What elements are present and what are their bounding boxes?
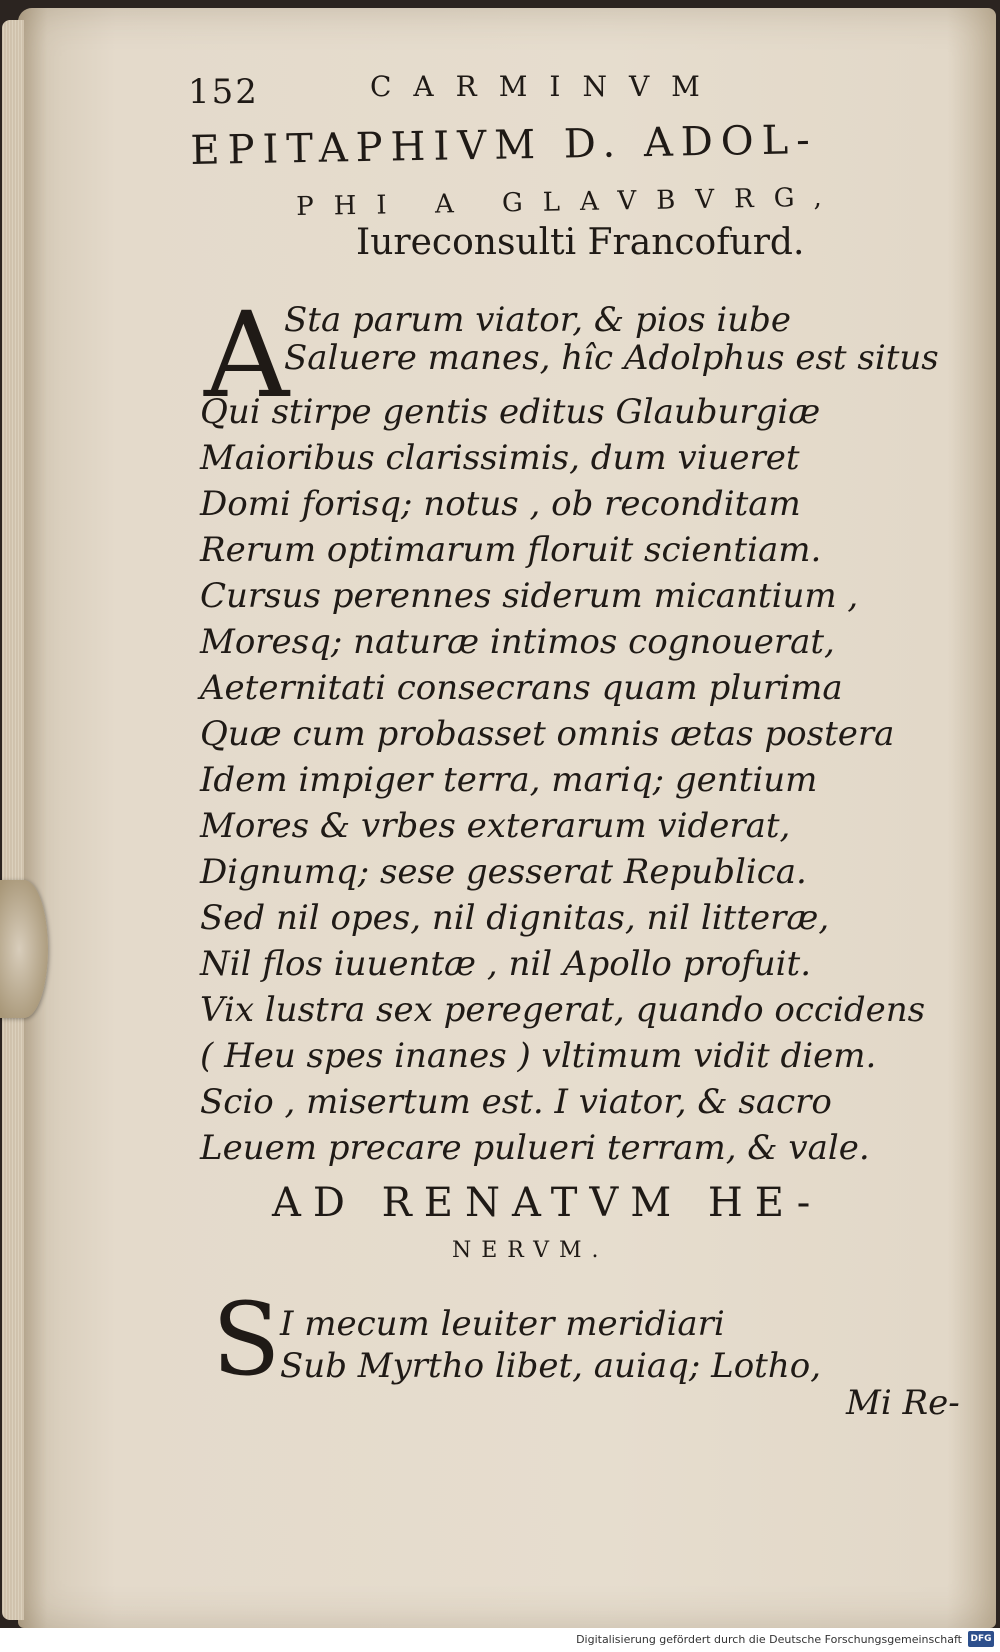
page-number: 152: [188, 72, 259, 112]
poem1-drop-initial: A: [204, 286, 290, 424]
page-edges: [2, 20, 24, 1620]
poem1-verse-4: Maioribus clarissimis, dum viueret: [200, 438, 800, 478]
poem1-verse-7: Cursus perennes siderum micantium ,: [200, 576, 859, 616]
poem1-verse-18: Scio , misertum est. I viator, & sacro: [200, 1082, 832, 1122]
poem1-verse-9: Aeternitati consecrans quam plurima: [200, 668, 843, 708]
poem1-title-line2: PHI A GLAVBVRG,: [296, 182, 843, 222]
poem1-verse-13: Dignumq; sese gesserat Republica.: [200, 852, 807, 892]
poem2-title-line1: AD RENATVM HE-: [272, 1180, 823, 1226]
funding-credit: Digitalisierung gefördert durch die Deutsche Forschungsgemeinschaft: [576, 1633, 962, 1646]
poem1-verse-10: Quæ cum probasset omnis ætas postera: [200, 714, 895, 754]
poem1-verse-14: Sed nil opes, nil dignitas, nil litteræ,: [200, 898, 830, 938]
poem1-verse-6: Rerum optimarum floruit scientiam.: [200, 530, 822, 570]
poem1-verse-5: Domi forisq; notus , ob reconditam: [200, 484, 801, 524]
dfg-logo: DFG: [968, 1631, 994, 1647]
poem1-verse-2: Saluere manes, hîc Adolphus est situs: [284, 338, 939, 378]
poem1-verse-16: Vix lustra sex peregerat, quando occidens: [200, 990, 926, 1030]
poem1-verse-3: Qui stirpe gentis editus Glauburgiæ: [200, 392, 821, 432]
poem1-verse-19: Leuem precare pulueri terram, & vale.: [200, 1128, 870, 1168]
poem1-verse-1: Sta parum viator, & pios iube: [284, 300, 791, 340]
poem1-verse-11: Idem impiger terra, mariq; gentium: [200, 760, 818, 800]
poem1-verse-8: Moresq; naturæ intimos cognouerat,: [200, 622, 835, 662]
poem2-drop-initial: S: [212, 1281, 281, 1398]
running-head: CARMINVM: [370, 70, 722, 103]
poem1-title-line3: Iureconsulti Francofurd.: [356, 222, 805, 263]
poem1-title-line1: EPITAPHIVM D. ADOL-: [190, 117, 819, 174]
poem1-verse-12: Mores & vrbes exterarum viderat,: [200, 806, 791, 846]
poem2-title-line2: NERVM.: [452, 1238, 609, 1263]
bookmark-tab: [0, 880, 48, 1018]
poem1-verse-17: ( Heu spes inanes ) vltimum vidit diem.: [200, 1036, 877, 1076]
poem2-verse-2: Sub Myrtho libet, auiaq; Lotho,: [280, 1346, 822, 1386]
catchword: Mi Re-: [846, 1383, 960, 1423]
poem2-verse-1: I mecum leuiter meridiari: [280, 1304, 725, 1344]
poem1-verse-15: Nil flos iuuentæ , nil Apollo profuit.: [200, 944, 812, 984]
